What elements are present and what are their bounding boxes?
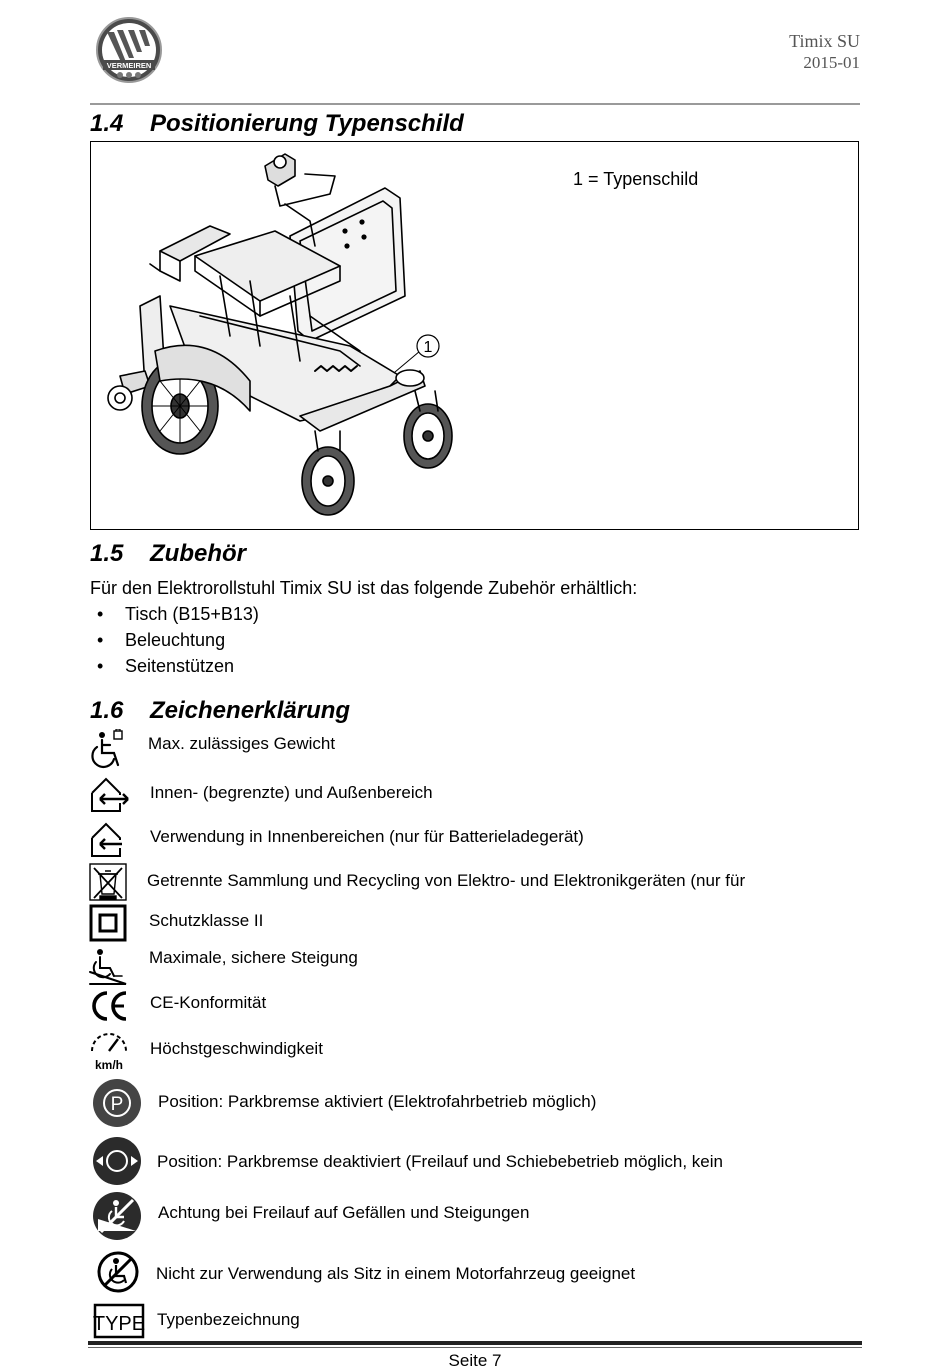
no-vehicle-seat-icon <box>96 1250 140 1294</box>
ce-mark-icon <box>88 985 130 1027</box>
speed-unit-label: km/h <box>94 1058 124 1071</box>
bullet-icon: • <box>97 604 104 624</box>
symbol-description: Verwendung in Innenbereichen (nur für Batterieladegerät) <box>150 827 584 846</box>
logo-text: VERMEIREN <box>106 61 152 70</box>
figure-callout: 1 <box>423 339 433 356</box>
symbol-description: Getrennte Sammlung und Recycling von Elektro- und Elektronikgeräten (nur für <box>147 871 746 890</box>
speedometer-icon <box>88 1029 130 1071</box>
type-label: TYPE <box>93 1313 145 1335</box>
bullet-icon: • <box>97 630 104 650</box>
document-date: 2015-01 <box>803 53 860 72</box>
list-item: • Beleuchtung <box>97 630 226 650</box>
section-title: Zeichenerklärung <box>150 697 351 724</box>
section-number: 1.6 <box>90 697 124 724</box>
indoor-outdoor-icon <box>88 773 130 815</box>
weee-bin-icon <box>88 862 130 904</box>
max-weight-icon <box>88 729 130 771</box>
symbol-description: CE-Konformität <box>150 993 267 1012</box>
page-number: Seite 7 <box>448 1351 502 1370</box>
section-number: 1.4 <box>90 110 124 137</box>
symbol-description: Maximale, sichere Steigung <box>149 948 358 967</box>
section-number: 1.5 <box>90 540 124 567</box>
symbol-description: Schutzklasse II <box>149 911 264 930</box>
section-heading-1-5 <box>90 540 246 568</box>
section-heading-1-6 <box>90 697 350 725</box>
symbol-description: Höchstgeschwindigkeit <box>150 1039 323 1058</box>
freewheel-warning-icon <box>92 1191 142 1241</box>
symbol-description: Max. zulässiges Gewicht <box>148 734 336 753</box>
section-heading-1-4 <box>90 110 464 138</box>
footer-divider-thin <box>88 1347 862 1348</box>
symbol-description: Achtung bei Freilauf auf Gefällen und Steigungen <box>158 1203 530 1222</box>
wheelchair-illustration <box>100 146 480 524</box>
parking-label: P <box>110 1094 124 1115</box>
footer-divider <box>88 1341 862 1345</box>
vermeiren-logo <box>95 16 163 84</box>
symbol-description: Nicht zur Verwendung als Sitz in einem Motorfahrzeug geeignet <box>156 1264 636 1283</box>
symbol-description: Innen- (begrenzte) und Außenbereich <box>150 783 433 802</box>
type-plate-icon <box>93 1303 145 1339</box>
protection-class-2-icon <box>88 903 130 945</box>
symbol-description: Position: Parkbremse deaktiviert (Freilauf und Schiebebetrieb möglich, kein <box>157 1152 723 1171</box>
figure-legend: 1 = Typenschild <box>573 169 699 189</box>
symbol-description: Position: Parkbremse aktiviert (Elektrofahrbetrieb möglich) <box>158 1092 597 1111</box>
parking-brake-off-icon <box>92 1136 142 1186</box>
symbol-description: Typenbezeichnung <box>157 1310 300 1329</box>
indoor-icon <box>88 818 130 860</box>
document-title: Timix SU <box>789 31 860 51</box>
list-item: • Tisch (B15+B13) <box>97 604 259 624</box>
accessories-intro: Für den Elektrorollstuhl Timix SU ist das folgende Zubehör erhältlich: <box>90 578 638 598</box>
section-title: Positionierung Typenschild <box>150 110 464 137</box>
slope-icon <box>88 946 130 988</box>
header-divider <box>90 103 860 105</box>
parking-brake-on-icon <box>92 1078 142 1128</box>
bullet-icon: • <box>97 656 104 676</box>
section-title: Zubehör <box>150 540 246 567</box>
list-item: • Seitenstützen <box>97 656 235 676</box>
